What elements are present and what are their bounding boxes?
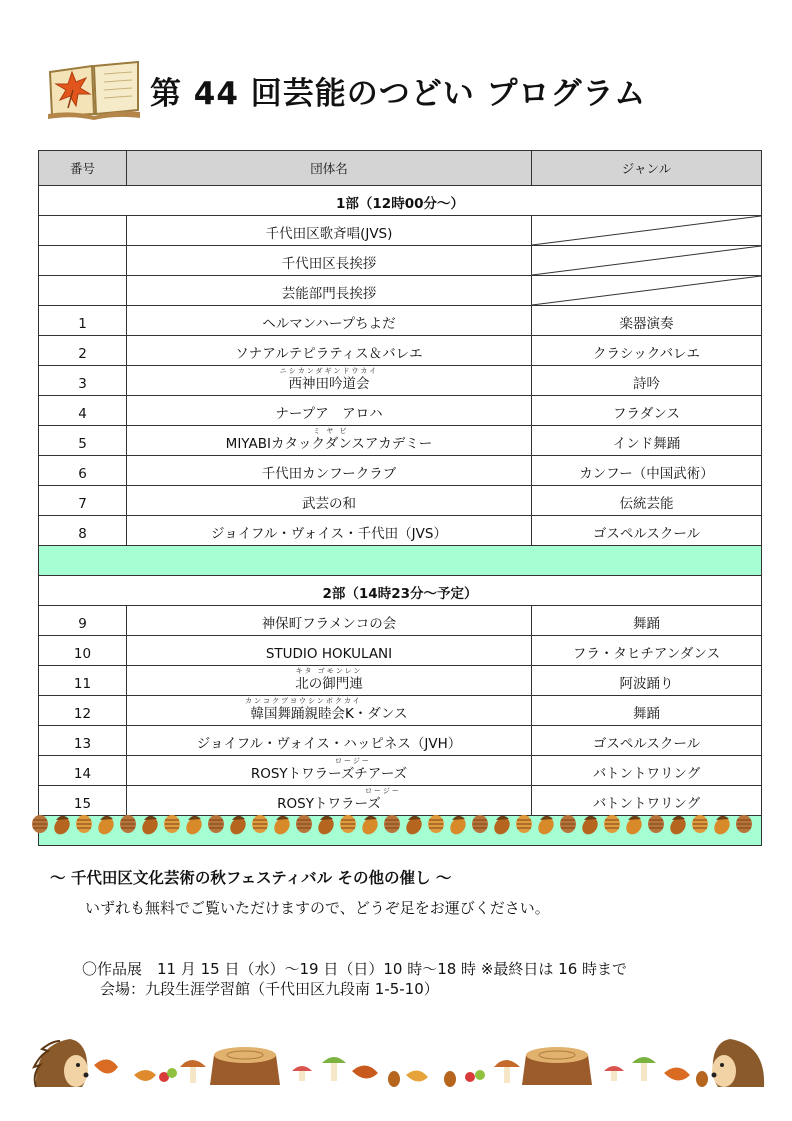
group-name: ジョイフル・ヴォイス・ハッピネス（JVH） <box>127 726 532 756</box>
table-row <box>39 636 762 666</box>
table-row <box>39 726 762 756</box>
section-row-part1 <box>39 186 762 216</box>
intermission-row <box>39 546 762 576</box>
genre: 舞踊 <box>532 606 762 636</box>
genre-empty <box>532 246 762 276</box>
group-name-cell <box>127 366 532 396</box>
genre-empty <box>532 276 762 306</box>
table-row <box>39 516 762 546</box>
genre: フラダンス <box>532 396 762 426</box>
ruby-text: ミ ヤ ビ <box>313 427 349 435</box>
genre: カンフー（中国武術） <box>532 456 762 486</box>
table-row <box>39 756 762 786</box>
table-header-row <box>39 151 762 186</box>
book-icon <box>46 58 142 120</box>
table-row <box>39 246 762 276</box>
table-row <box>39 306 762 336</box>
acorn-icon <box>491 815 513 838</box>
program-table <box>38 150 762 846</box>
group-name-cell <box>127 756 532 786</box>
pinecone-icon <box>648 815 664 833</box>
genre: クラシックバレエ <box>532 336 762 366</box>
hedgehog-icon <box>34 1039 89 1087</box>
column-header-genre: ジャンル <box>532 151 762 186</box>
table-row <box>39 486 762 516</box>
group-name: 芸能部門長挨拶 <box>127 276 532 306</box>
title-area <box>44 58 764 124</box>
acorn-icon <box>711 815 733 838</box>
ruby-text: ロージー <box>365 787 401 795</box>
leaf-icon <box>352 1065 690 1081</box>
table-row <box>39 426 762 456</box>
genre: 楽器演奏 <box>532 306 762 336</box>
table-row <box>39 336 762 366</box>
genre: ゴスペルスクール <box>532 726 762 756</box>
table-row <box>39 396 762 426</box>
pinecone-icon <box>516 815 532 833</box>
row-number: 8 <box>39 516 127 546</box>
acorn-icon <box>359 815 381 838</box>
row-number: 4 <box>39 396 127 426</box>
acorn-icon <box>139 815 161 838</box>
acorn-icon <box>271 815 293 838</box>
group-name: MIYABIカタックダンスアカデミー <box>225 436 433 452</box>
table-row <box>39 366 762 396</box>
group-name: 千代田区歌斉唱(JVS) <box>127 216 532 246</box>
pinecone-icon <box>736 815 752 833</box>
intermission-cell <box>39 546 762 576</box>
genre: 阿波踊り <box>532 666 762 696</box>
genre: インド舞踊 <box>532 426 762 456</box>
pinecone-icon <box>164 815 180 833</box>
acorn-icon <box>51 815 73 838</box>
group-name-cell <box>127 666 532 696</box>
genre: バトントワリング <box>532 786 762 816</box>
pinecone-icon <box>120 815 136 833</box>
row-number: 14 <box>39 756 127 786</box>
group-name: ジョイフル・ヴォイス・千代田（JVS） <box>127 516 532 546</box>
pinecone-icon <box>296 815 312 833</box>
group-name: 北の御門連 <box>295 676 363 692</box>
group-name-cell <box>127 696 532 726</box>
genre: ゴスペルスクール <box>532 516 762 546</box>
group-name: 西神田吟道会 <box>288 376 370 392</box>
group-name: ナープア アロハ <box>127 396 532 426</box>
row-number: 5 <box>39 426 127 456</box>
ruby-text: ニシカンダギンドウカイ <box>279 367 379 375</box>
row-number <box>39 246 127 276</box>
table-row <box>39 606 762 636</box>
diagonal-line <box>532 276 761 305</box>
section-row-part2 <box>39 576 762 606</box>
acorn-icon <box>623 815 645 838</box>
pinecone-icon <box>472 815 488 833</box>
berries-icon <box>465 1070 485 1082</box>
genre-empty <box>532 216 762 246</box>
table-row <box>39 456 762 486</box>
autumn-decoration <box>30 1025 770 1095</box>
part2-label: 2部（14時23分～予定） <box>39 576 762 606</box>
genre: 詩吟 <box>532 366 762 396</box>
group-name: 千代田区長挨拶 <box>127 246 532 276</box>
hedgehog-icon <box>712 1039 765 1087</box>
diagonal-line <box>532 246 761 275</box>
leaf-icon <box>94 1059 156 1081</box>
column-header-number: 番号 <box>39 151 127 186</box>
venue-line: 会場：九段生涯学習館（千代田区九段南 1-5-10） <box>100 980 439 998</box>
pinecone-icon <box>560 815 576 833</box>
row-number: 11 <box>39 666 127 696</box>
acorn-icon <box>579 815 601 838</box>
group-name: ROSYトワラーズチアーズ <box>250 766 408 782</box>
pinecone-icon <box>252 815 268 833</box>
row-number: 12 <box>39 696 127 726</box>
pinecone-icon <box>76 815 92 833</box>
acorn-pinecone-border <box>32 806 762 840</box>
exhibition-line: 〇作品展 11 月 15 日（水）～19 日（日）10 時～18 時 ※最終日は 16 時まで <box>82 960 628 978</box>
table-row <box>39 276 762 306</box>
acorn-icon <box>95 815 117 838</box>
row-number: 10 <box>39 636 127 666</box>
pinecone-icon <box>32 815 48 833</box>
row-number: 13 <box>39 726 127 756</box>
row-number: 1 <box>39 306 127 336</box>
table-row <box>39 666 762 696</box>
group-name: 韓国舞踊親睦会K・ダンス <box>250 706 408 722</box>
group-name: ソナアルテピラティス＆バレエ <box>127 336 532 366</box>
diagonal-line <box>532 216 761 245</box>
festival-subtitle: いずれも無料でご覧いただけますので、どうぞ足をお運びください。 <box>85 899 550 917</box>
row-number: 6 <box>39 456 127 486</box>
festival-title: ～ 千代田区文化芸術の秋フェスティバル その他の催し ～ <box>50 869 452 887</box>
genre: 伝統芸能 <box>532 486 762 516</box>
column-header-group: 団体名 <box>127 151 532 186</box>
berries-icon <box>159 1068 177 1082</box>
group-name: 千代田カンフークラブ <box>127 456 532 486</box>
ruby-text: キタ ゴモンレン <box>295 667 363 675</box>
pinecone-icon <box>384 815 400 833</box>
genre: フラ・タヒチアンダンス <box>532 636 762 666</box>
genre: バトントワリング <box>532 756 762 786</box>
row-number: 9 <box>39 606 127 636</box>
acorn-icon <box>667 815 689 838</box>
acorn-icon <box>535 815 557 838</box>
pinecone-icon <box>692 815 708 833</box>
part1-label: 1部（12時00分～） <box>39 186 762 216</box>
pinecone-icon <box>340 815 356 833</box>
acorn-icon <box>315 815 337 838</box>
row-number: 2 <box>39 336 127 366</box>
acorn-icon <box>183 815 205 838</box>
row-number: 15 <box>39 786 127 816</box>
row-number: 3 <box>39 366 127 396</box>
table-row <box>39 696 762 726</box>
ruby-text: カンコクブヨウシンボクカイ <box>245 697 362 705</box>
page-title: 第 44 回芸能のつどい プログラム <box>150 76 647 112</box>
row-number: 7 <box>39 486 127 516</box>
tree-stump-icon <box>210 1047 592 1085</box>
table-row <box>39 216 762 246</box>
group-name-cell <box>127 426 532 456</box>
pinecone-icon <box>604 815 620 833</box>
acorn-icon <box>447 815 469 838</box>
group-name: ヘルマンハープちよだ <box>127 306 532 336</box>
group-name: 武芸の和 <box>127 486 532 516</box>
genre: 舞踊 <box>532 696 762 726</box>
acorn-icon <box>227 815 249 838</box>
group-name: ROSYトワラーズ <box>277 796 381 812</box>
ruby-text: ロージー <box>335 757 371 765</box>
row-number <box>39 216 127 246</box>
group-name: STUDIO HOKULANI <box>127 636 532 666</box>
row-number <box>39 276 127 306</box>
group-name: 神保町フラメンコの会 <box>127 606 532 636</box>
acorn-icon <box>403 815 425 838</box>
pinecone-icon <box>208 815 224 833</box>
pinecone-icon <box>428 815 444 833</box>
